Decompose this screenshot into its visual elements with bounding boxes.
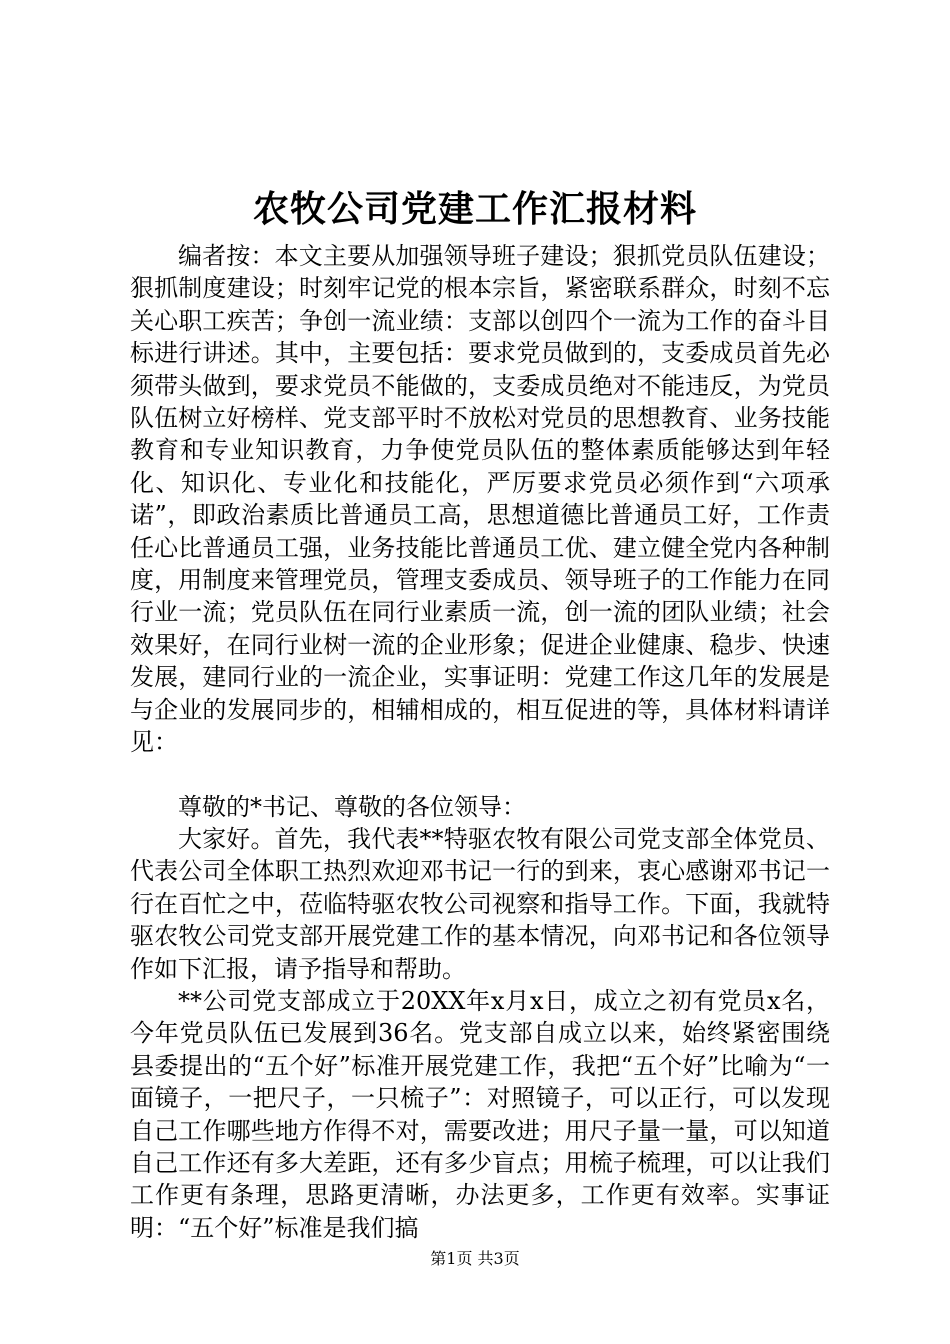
salutation-line: 尊敬的*书记、尊敬的各位领导： [178,792,526,821]
body-paragraph-1: 大家好。首先，我代表**特驱农牧有限公司党支部全体党员、代表公司全体职工热烈欢迎邓书记一行的到来，衷心感谢邓书记一行在百忙之中，莅临特驱农牧公司视察和指导工作。下面，我就特驱农牧公司党支部开展党建工作的基本情况，向邓书记和各位领导作如下汇报，请予指导和帮助。 [130,824,830,983]
document-body [130,240,830,1244]
editor-note-paragraph: 编者按：本文主要从加强领导班子建设；狠抓党员队伍建设；狠抓制度建设；时刻牢记党的根本宗旨，紧密联系群众，时刻不忘关心职工疾苦；争创一流业绩：支部以创四个一流为工作的奋斗目标进行讲述。其中，主要包括：要求党员做到的，支委成员首先必须带头做到，要求党员不能做的，支委成员绝对不能违反，为党员队伍树立好榜样、党支部平时不放松对党员的思想教育、业务技能教育和专业知识教育，力争使党员队伍的整体素质能够达到年轻化、知识化、专业化和技能化，严厉要求党员必须作到“六项承诺”，即政治素质比普通员工高，思想道德比普通员工好，工作责任心比普通员工强，业务技能比普通员工优、建立健全党内各种制度，用制度来管理党员，管理支委成员、领导班子的工作能力在同行业一流；党员队伍在同行业素质一流，创一流的团队业绩；社会效果好，在同行业树一流的企业形象；促进企业健康、稳步、快速发展，建同行业的一流企业，实事证明：党建工作这几年的发展是与企业的发展同步的，相辅相成的，相互促进的等，具体材料请详见： [130,242,830,757]
body-paragraph-2: **公司党支部成立于20XX年x月x日，成立之初有党员x名，今年党员队伍已发展到36名。党支部自成立以来，始终紧密围绕县委提出的“五个好”标准开展党建工作，我把“五个好”比喻为“一面镜子，一把尺子，一只梳子”：对照镜子，可以正行，可以发现自己工作哪些地方作得不对，需要改进；用尺子量一量，可以知道自己工作还有多大差距，还有多少盲点；用梳子梳理，可以让我们工作更有条理，思路更清晰，办法更多，工作更有效率。实事证明：“五个好”标准是我们搞 [130,986,830,1242]
page-footer: 第1页 共3页 [430,1249,520,1268]
paragraph-spacer [130,759,830,791]
document-title: 农牧公司党建工作汇报材料 [252,188,697,230]
